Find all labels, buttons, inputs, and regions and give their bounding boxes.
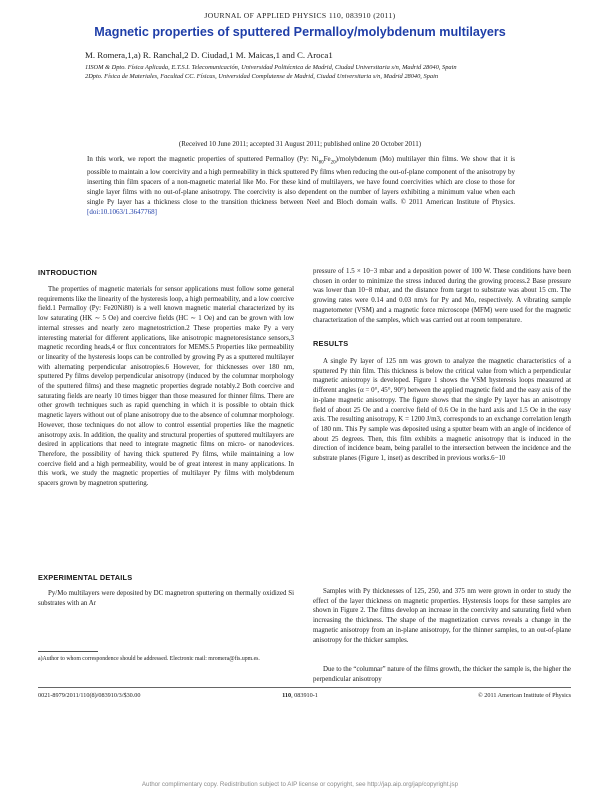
experimental-text: Py/Mo multilayers were deposited by DC magnetron sputtering on thermally oxidized Si substrates with an Ar bbox=[38, 590, 294, 607]
abstract-sub-ni: 80 bbox=[318, 160, 324, 166]
abstract-sub-fe: 20 bbox=[330, 160, 336, 166]
affiliation-1: 1ISOM & Dpto. Física Aplicada, E.T.S.I. Telecomunicación, Universidad Politécnica de Madrid, Ciudad Universitaria s/n, Madrid 28040, Spain bbox=[85, 64, 457, 71]
intro-heading: INTRODUCTION bbox=[38, 268, 98, 277]
abstract-fe: Fe bbox=[323, 155, 331, 163]
footer-volume: 110 bbox=[282, 692, 292, 699]
abstract-post: )/molybdenum (Mo) multilayer thin films. We show that it is possible to maintain a low coercivity and a high permeability in thick sputtered Py films when reducing the out-of-plane component of the anisotropy by inserting thin film spacers of a non-magnetic material like Mo. For these kind of multilayers, we have found coercivities which are close to those for single layer films with no out-of-plane anisotropy. The coercivity is also dependent on the number of layers exhibiting a minimum value when each single Py layer has a thickness close to the transition thickness between Neel and Bloch domain walls. © 2011 American Institute of Physics. bbox=[87, 155, 516, 207]
correspondence-footnote: a)Author to whom correspondence should be addressed. Electronic mail: mromera@fis.upm.es. bbox=[38, 656, 260, 662]
paper-title: Magnetic properties of sputtered Permalloy/molybdenum multilayers bbox=[94, 25, 506, 39]
footer-copyright: © 2011 American Institute of Physics bbox=[478, 692, 571, 699]
doi-link[interactable]: [doi:10.1063/1.3647768] bbox=[87, 207, 157, 216]
footer-rule bbox=[38, 687, 571, 688]
abstract-pre: In this work, we report the magnetic properties of sputtered Permalloy (Py: Ni bbox=[87, 155, 319, 163]
author-list: M. Romera,1,a) R. Ranchal,2 D. Ciudad,1 M. Maicas,1 and C. Aroca1 bbox=[85, 50, 333, 60]
results-heading: RESULTS bbox=[313, 339, 349, 348]
abstract bbox=[87, 155, 515, 218]
journal-header: JOURNAL OF APPLIED PHYSICS 110, 083910 (2011) bbox=[204, 11, 396, 20]
intro-text: The properties of magnetic materials for sensor applications must follow some general requirements like the linearity of the hysteresis loop, a high permeability, and a low coercive field.1 Permalloy (Py: Fe20Ni80) is a well known magnetic material characterized by its low saturating (HK ∼ 5 Oe) and coercive fields (HC ∼ 1 Oe) and can be grown with low internal stresses and nearly zero magnetostriction.2 These properties make Py a very interesting material for different applications, like anisotropic magnetoresistance sensors,3 magnetic recording heads,4 or flux concentrators for MEMS.5 Properties like permeability or linearity of the hysteresis loops can be controlled by growing Py as a sputtered multilayer with alternating perpendicular anisotropies.6 However, for thicknesses over 180 nm, sputtered Py films develop perpendicular anisotropy (induced by the columnar morphology of the sputtered films) and these magnetic properties degrade notably.2 Both coercive and saturating fields are nearly 10 times bigger than those measured for thinner films. There are other growth techniques such as rapid quenching in which it is possible to obtain thick magnetic layers without out of plane anisotropy due to the absence of columnar morphology. However, those techniques do not allow to control essential properties like the magnetic anisotropy axis. In addition, the quality and structural properties of sputtered multilayers are desired in applications that need to integrate magnetic films on micro- or nanodevices. Therefore, the possibility of having thick sputtered Py films, while maintaining a low coercive field and a high permeability, would be of great interest in many applications. In this work, we study the magnetic properties of multilayer Py films with molybdenum spacers grown by magnetron sputtering. bbox=[38, 286, 294, 488]
affiliations bbox=[85, 63, 535, 82]
download-notice: Author complimentary copy. Redistribution subject to AIP license or copyright, see http://jap.aip.org/jap/copyright.jsp bbox=[141, 781, 459, 788]
results-paragraph-1: A single Py layer of 125 nm was grown to analyze the magnetic characteristics of a sputtered Py thin film. This thickness is below the critical value from which a perpendicular magnetic anisotropy is developed. Figure 1 shows the VSM hysteresis loops measured at different angles (α = 0°, 45°, 90°) between the applied magnetic field and the easy axis of the in-plane magnetic anisotropy. The figure shows that the single Py layer has an anisotropy field of about 25 Oe and a coercive field of 0.6 Oe in the hard axis and 1.5 Oe in the easy axis. The resulting anisotropy, K = 1200 J/m3, corresponds to an exchange correlation length of 180 nm. This Py sample was deposited using a sputter beam with an angle of incidence of about 25 degrees. Then, this film exhibits a magnetic anisotropy that is induced in the direction of incidence beam, being parallel to the intersection between the incidence and the substrate planes (Figure 1, inset) as described in previous works.6−10 bbox=[313, 358, 571, 463]
affiliation-2: 2Dpto. Física de Materiales, Facultad CC. Físicas, Universidad Complutense de Madrid, Ciudad Universitaria s/n, Madrid 28040, Spain bbox=[85, 73, 439, 81]
received-dates: (Received 10 June 2011; accepted 31 August 2011; published online 20 October 2011) bbox=[178, 140, 422, 148]
experimental-heading: EXPERIMENTAL DETAILS bbox=[38, 573, 133, 582]
results-paragraph-3: Due to the “columnar” nature of the films growth, the thicker the sample is, the higher the perpendicular anisotropy bbox=[313, 666, 571, 683]
footnote-rule bbox=[38, 651, 98, 652]
results-paragraph-2: Samples with Py thicknesses of 125, 250, and 375 nm were grown in order to study the effect of the layer thickness on magnetic properties. Hysteresis loops for these samples are shown in Figure 2. The films develop an increase in the coercivity and saturating field when increasing the thickness. The shape of the magnetization curves reveals a change in the magnetic anisotropy from an in-plane anisotropy, for the thinner samples, to an out-of-plane anisotropy for the thicker samples. bbox=[313, 588, 571, 644]
experimental-continued: pressure of 1.5 × 10−3 mbar and a deposition power of 100 W. These conditions have been chosen in order to minimize the stress induced during the growing process.2 Base pressure was lower than 10−8 mbar, and the distance from target to substrate was about 15 cm. The growing rates were 0.14 and 0.03 nm/s for Py and Mo, respectively. A vibrating sample magnetometer (VSM) and a magnetic force microscope (MFM) were used for the magnetic characterization of the samples, which was carried out at room temperature. bbox=[313, 268, 571, 324]
footer-issn: 0021-8979/2011/110(8)/083910/3/$30.00 bbox=[38, 692, 141, 699]
footer-article: , 083910-1 bbox=[291, 692, 318, 699]
